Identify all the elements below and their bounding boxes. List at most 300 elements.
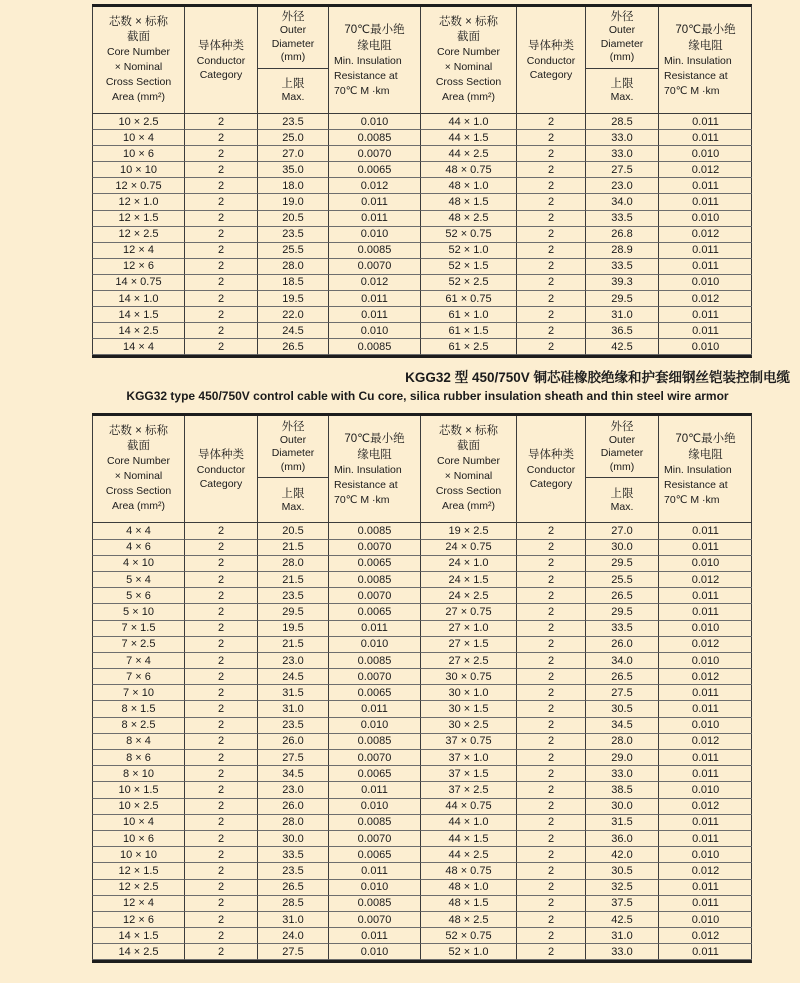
table-cell: 31.0 [585, 928, 658, 944]
header-diameter-en3: (mm) [280, 460, 306, 473]
header-diameter-en3: (mm) [609, 51, 635, 64]
table-cell: 18.0 [257, 178, 328, 194]
header-diameter-cell [257, 416, 328, 522]
table-cell: 37 × 1.5 [420, 766, 516, 782]
table-cell: 2 [184, 912, 257, 928]
table-cell: 0.0085 [328, 523, 420, 539]
table-cell: 23.5 [257, 863, 328, 879]
table-cell: 27.0 [257, 146, 328, 162]
table-cell: 4 × 4 [92, 523, 184, 539]
table-cell: 12 × 1.0 [92, 194, 184, 210]
header-diameter-en2: Diameter [271, 447, 315, 460]
table-cell: 27.0 [585, 523, 658, 539]
table-cell: 0.010 [658, 275, 752, 291]
header-diameter-en2: Diameter [271, 37, 315, 50]
table-cell: 44 × 1.0 [420, 815, 516, 831]
table-cell: 0.011 [658, 243, 752, 259]
header-core-cell [420, 7, 516, 113]
header-resistance-en3: 70℃ M ·km [334, 84, 390, 97]
table-cell: 10 × 2.5 [92, 799, 184, 815]
header-diameter-zh: 外径 [281, 420, 305, 433]
table-cell: 2 [516, 621, 585, 637]
table-cell: 2 [516, 718, 585, 734]
table-cell: 10 × 4 [92, 130, 184, 146]
table-cell: 48 × 2.5 [420, 912, 516, 928]
table-cell: 23.5 [257, 227, 328, 243]
header-core-en2: × Nominal [444, 61, 493, 73]
table-cell: 2 [184, 178, 257, 194]
table-cell: 2 [516, 944, 585, 960]
table-cell: 2 [516, 540, 585, 556]
header-diameter-cell [585, 416, 658, 522]
table-cell: 61 × 1.0 [420, 307, 516, 323]
header-conductor-en1: Conductor [196, 54, 246, 67]
table-cell: 2 [184, 194, 257, 210]
table-cell: 19.0 [257, 194, 328, 210]
table-cell: 2 [516, 896, 585, 912]
header-diameter-en3: (mm) [280, 51, 306, 64]
table-cell: 0.011 [328, 211, 420, 227]
header-diameter-en1: Outer [279, 24, 307, 37]
table-cell: 2 [516, 928, 585, 944]
header-core-en2: × Nominal [444, 470, 493, 483]
header-conductor-en2: Category [199, 69, 243, 81]
header-core-en1: Core Number [106, 46, 171, 58]
header-diameter-limit [586, 478, 658, 522]
table-cell: 2 [184, 621, 257, 637]
table-cell: 8 × 10 [92, 766, 184, 782]
bottom-table-wrap [92, 413, 752, 963]
table-cell: 2 [184, 307, 257, 323]
table-cell: 0.011 [328, 291, 420, 307]
table-cell: 10 × 10 [92, 162, 184, 178]
table-cell: 27 × 1.0 [420, 621, 516, 637]
header-diameter-en1: Outer [608, 433, 636, 446]
header-conductor-zh: 导体种类 [528, 39, 574, 52]
header-diameter-limit [586, 69, 658, 113]
table-cell: 0.0085 [328, 815, 420, 831]
table-cell: 2 [516, 211, 585, 227]
header-resistance-zh1: 70℃最小绝 [344, 23, 405, 36]
table-cell: 26.0 [257, 799, 328, 815]
table-header-row [420, 416, 752, 523]
table-cell: 2 [184, 831, 257, 847]
table-cell: 2 [184, 162, 257, 178]
table-cell: 61 × 0.75 [420, 291, 516, 307]
table-cell: 24 × 2.5 [420, 588, 516, 604]
header-diameter-en3: (mm) [609, 460, 635, 473]
table-cell: 0.010 [658, 339, 752, 355]
header-limit-en: Max. [281, 500, 305, 513]
header-core-zh1: 芯数 × 标称 [108, 16, 169, 28]
table-cell: 8 × 4 [92, 734, 184, 750]
table-cell: 0.0085 [328, 572, 420, 588]
header-conductor-zh: 导体种类 [198, 39, 244, 52]
header-resistance-zh1: 70℃最小绝 [675, 23, 736, 36]
table-cell: 2 [184, 928, 257, 944]
table-cell: 12 × 2.5 [92, 880, 184, 896]
table-cell: 2 [184, 701, 257, 717]
table-cell: 0.0065 [328, 604, 420, 620]
header-core-zh1: 芯数 × 标称 [438, 16, 499, 28]
table-cell: 28.5 [257, 896, 328, 912]
header-resistance-en2: Resistance at [664, 478, 728, 491]
table-cell: 0.011 [328, 194, 420, 210]
table-cell: 0.012 [328, 275, 420, 291]
table-cell: 7 × 1.5 [92, 621, 184, 637]
table-cell: 2 [516, 637, 585, 653]
table-cell: 2 [184, 275, 257, 291]
table-cell: 2 [516, 130, 585, 146]
table-cell: 5 × 10 [92, 604, 184, 620]
table-cell: 0.010 [328, 880, 420, 896]
document-page [0, 4, 800, 983]
header-diameter-en2: Diameter [600, 447, 644, 460]
table-cell: 2 [516, 653, 585, 669]
table-cell: 0.012 [658, 734, 752, 750]
table-cell: 26.5 [585, 588, 658, 604]
header-conductor-en2: Category [529, 478, 573, 491]
header-core-zh2: 截面 [127, 31, 150, 43]
table-cell: 8 × 6 [92, 750, 184, 766]
top-table-wrap [92, 4, 752, 358]
table-cell: 21.5 [257, 637, 328, 653]
header-resistance-cell [658, 416, 752, 522]
table-cell: 10 × 2.5 [92, 114, 184, 130]
table-cell: 19.5 [257, 621, 328, 637]
table-cell: 2 [516, 146, 585, 162]
table-cell: 2 [184, 880, 257, 896]
header-core-en2: × Nominal [114, 61, 163, 73]
table-cell: 0.010 [328, 637, 420, 653]
table-cell: 2 [516, 685, 585, 701]
table-cell: 30.0 [585, 540, 658, 556]
table-cell: 24.5 [257, 323, 328, 339]
table-cell: 2 [516, 339, 585, 355]
table-cell: 0.011 [658, 896, 752, 912]
table-cell: 0.012 [658, 928, 752, 944]
table-cell: 2 [184, 114, 257, 130]
table-cell: 0.0085 [328, 896, 420, 912]
table-cell: 12 × 0.75 [92, 178, 184, 194]
table-cell: 37 × 1.0 [420, 750, 516, 766]
table-cell: 22.0 [257, 307, 328, 323]
header-limit-zh: 上限 [281, 78, 305, 91]
table-cell: 32.5 [585, 880, 658, 896]
table-cell: 2 [516, 847, 585, 863]
table-cell: 2 [516, 243, 585, 259]
table-cell: 48 × 0.75 [420, 162, 516, 178]
table-cell: 25.5 [585, 572, 658, 588]
header-resistance-en1: Min. Insulation [664, 463, 732, 476]
table-cell: 24 × 1.0 [420, 556, 516, 572]
table-cell: 0.012 [658, 227, 752, 243]
table-cell: 0.0065 [328, 556, 420, 572]
table-cell: 19.5 [257, 291, 328, 307]
header-diameter-limit [258, 69, 328, 113]
table-cell: 44 × 2.5 [420, 847, 516, 863]
table-cell: 0.0065 [328, 847, 420, 863]
header-core-zh2: 截面 [457, 31, 480, 43]
header-core-en1: Core Number [436, 455, 501, 468]
table-cell: 0.011 [328, 863, 420, 879]
table-cell: 0.010 [328, 944, 420, 960]
table-cell: 0.0085 [328, 339, 420, 355]
table-cell: 52 × 1.0 [420, 243, 516, 259]
header-resistance-en2: Resistance at [334, 478, 398, 491]
table-cell: 2 [184, 323, 257, 339]
header-limit-en: Max. [610, 500, 634, 513]
header-conductor-cell [184, 7, 257, 113]
table-cell: 2 [184, 718, 257, 734]
table-cell: 2 [516, 323, 585, 339]
table-cell: 2 [516, 307, 585, 323]
table-cell: 24.5 [257, 669, 328, 685]
table-cell: 0.011 [658, 114, 752, 130]
table-cell: 0.0070 [328, 259, 420, 275]
header-core-en4: Area (mm²) [111, 91, 166, 103]
table-cell: 2 [516, 750, 585, 766]
table-cell: 0.011 [658, 766, 752, 782]
table-cell: 30.5 [585, 701, 658, 717]
table-cell: 0.012 [658, 291, 752, 307]
table-cell: 21.5 [257, 572, 328, 588]
table-cell: 23.5 [257, 588, 328, 604]
header-resistance-zh1: 70℃最小绝 [675, 432, 736, 445]
table-cell: 26.0 [257, 734, 328, 750]
header-limit-zh: 上限 [281, 487, 305, 500]
table-cell: 14 × 1.0 [92, 291, 184, 307]
header-core-en4: Area (mm²) [111, 500, 166, 513]
header-diameter-cell [257, 7, 328, 113]
table-cell: 19 × 2.5 [420, 523, 516, 539]
table-cell: 21.5 [257, 540, 328, 556]
table-cell: 2 [516, 572, 585, 588]
table-cell: 48 × 0.75 [420, 863, 516, 879]
table-cell: 27.5 [585, 162, 658, 178]
table-cell: 0.010 [658, 782, 752, 798]
header-core-en4: Area (mm²) [441, 500, 496, 513]
table-cell: 0.0070 [328, 750, 420, 766]
table-cell: 12 × 1.5 [92, 211, 184, 227]
table-cell: 0.010 [328, 114, 420, 130]
table-cell: 0.0070 [328, 146, 420, 162]
table-cell: 25.5 [257, 243, 328, 259]
table-cell: 52 × 2.5 [420, 275, 516, 291]
table-cell: 28.0 [257, 259, 328, 275]
table-cell: 38.5 [585, 782, 658, 798]
header-conductor-en2: Category [529, 69, 573, 81]
table-cell: 0.011 [658, 588, 752, 604]
table-cell: 61 × 1.5 [420, 323, 516, 339]
header-diameter-limit [258, 478, 328, 522]
table-cell: 2 [516, 275, 585, 291]
table-cell: 31.0 [585, 307, 658, 323]
table-cell: 27.5 [257, 944, 328, 960]
header-core-en1: Core Number [436, 46, 501, 58]
table-cell: 23.5 [257, 114, 328, 130]
header-resistance-zh2: 缘电阻 [357, 39, 392, 52]
table-cell: 0.010 [658, 146, 752, 162]
table-cell: 48 × 2.5 [420, 211, 516, 227]
table-header-row [420, 7, 752, 114]
table-cell: 0.010 [328, 323, 420, 339]
table-cell: 33.0 [585, 766, 658, 782]
section-title-block [0, 369, 800, 404]
table-cell: 0.011 [658, 130, 752, 146]
table-cell: 31.0 [257, 912, 328, 928]
table-cell: 7 × 4 [92, 653, 184, 669]
header-diameter-en1: Outer [608, 24, 636, 37]
header-diameter-top [258, 7, 328, 69]
table-cell: 29.5 [585, 556, 658, 572]
table-cell: 26.5 [257, 880, 328, 896]
table-cell: 2 [184, 734, 257, 750]
table-cell: 33.5 [257, 847, 328, 863]
header-core-en3: Cross Section [105, 76, 172, 88]
section-title-en: KGG32 type 450/750V control cable with Cu core, silica rubber insulation sheath and thin steel wire armor [126, 389, 729, 404]
table-cell: 0.011 [328, 928, 420, 944]
table-cell: 0.011 [658, 323, 752, 339]
table-cell: 2 [516, 815, 585, 831]
header-resistance-en1: Min. Insulation [664, 54, 732, 67]
table-cell: 2 [184, 750, 257, 766]
table-cell: 0.011 [658, 523, 752, 539]
table-cell: 48 × 1.5 [420, 194, 516, 210]
header-resistance-en2: Resistance at [334, 69, 398, 82]
table-cell: 26.8 [585, 227, 658, 243]
table-cell: 23.5 [257, 718, 328, 734]
table-cell: 0.0085 [328, 734, 420, 750]
table-cell: 0.0070 [328, 669, 420, 685]
table-cell: 26.5 [257, 339, 328, 355]
table-cell: 2 [516, 556, 585, 572]
table-cell: 30.0 [257, 831, 328, 847]
table-cell: 0.010 [658, 912, 752, 928]
header-core-en3: Cross Section [105, 485, 172, 498]
table-cell: 2 [516, 782, 585, 798]
table-cell: 48 × 1.0 [420, 178, 516, 194]
table-cell: 12 × 2.5 [92, 227, 184, 243]
header-core-cell [92, 416, 184, 522]
table-cell: 10 × 6 [92, 831, 184, 847]
header-limit-en: Max. [281, 91, 305, 104]
table-cell: 52 × 0.75 [420, 928, 516, 944]
table-cell: 2 [184, 669, 257, 685]
table-cell: 30 × 0.75 [420, 669, 516, 685]
table-cell: 7 × 10 [92, 685, 184, 701]
table-cell: 0.011 [658, 701, 752, 717]
table-cell: 2 [184, 766, 257, 782]
table-cell: 33.5 [585, 211, 658, 227]
header-core-cell [420, 416, 516, 522]
table-cell: 23.0 [257, 782, 328, 798]
table-cell: 2 [516, 669, 585, 685]
header-resistance-en3: 70℃ M ·km [664, 493, 720, 506]
table-cell: 2 [184, 782, 257, 798]
header-resistance-cell [328, 416, 420, 522]
header-resistance-cell [658, 7, 752, 113]
table-body [92, 114, 420, 355]
table-cell: 39.3 [585, 275, 658, 291]
header-conductor-en2: Category [199, 478, 243, 491]
header-conductor-zh: 导体种类 [198, 448, 244, 461]
table-cell: 37 × 0.75 [420, 734, 516, 750]
table-cell: 2 [184, 227, 257, 243]
table-cell: 2 [184, 211, 257, 227]
table-cell: 31.5 [585, 815, 658, 831]
table-cell: 0.010 [658, 718, 752, 734]
table-cell: 2 [184, 944, 257, 960]
header-diameter-cell [585, 7, 658, 113]
table-cell: 14 × 2.5 [92, 323, 184, 339]
table-cell: 28.0 [257, 815, 328, 831]
header-diameter-en1: Outer [279, 433, 307, 446]
table-cell: 8 × 2.5 [92, 718, 184, 734]
table-cell: 37.5 [585, 896, 658, 912]
header-resistance-zh2: 缘电阻 [688, 39, 723, 52]
table-cell: 10 × 4 [92, 815, 184, 831]
table-body [420, 114, 752, 355]
table-cell: 2 [516, 766, 585, 782]
header-core-cell [92, 7, 184, 113]
header-conductor-zh: 导体种类 [528, 448, 574, 461]
table-header-row [92, 416, 420, 523]
table-cell: 2 [184, 588, 257, 604]
table-cell: 0.012 [658, 863, 752, 879]
table-cell: 33.5 [585, 621, 658, 637]
table-cell: 36.5 [585, 323, 658, 339]
table-cell: 12 × 1.5 [92, 863, 184, 879]
table-cell: 33.5 [585, 259, 658, 275]
table-cell: 24 × 0.75 [420, 540, 516, 556]
table-cell: 14 × 1.5 [92, 307, 184, 323]
table-cell: 2 [516, 734, 585, 750]
table-cell: 18.5 [257, 275, 328, 291]
table-cell: 14 × 4 [92, 339, 184, 355]
table-cell: 30 × 1.0 [420, 685, 516, 701]
table-cell: 35.0 [257, 162, 328, 178]
table-body [92, 523, 420, 960]
table-cell: 52 × 1.0 [420, 944, 516, 960]
table-cell: 0.010 [658, 847, 752, 863]
table-cell: 4 × 10 [92, 556, 184, 572]
table-cell: 0.0065 [328, 766, 420, 782]
table-cell: 25.0 [257, 130, 328, 146]
header-resistance-zh2: 缘电阻 [688, 448, 723, 461]
table-cell: 5 × 6 [92, 588, 184, 604]
header-diameter-zh: 外径 [610, 420, 634, 433]
table-cell: 2 [516, 588, 585, 604]
table-cell: 0.011 [658, 880, 752, 896]
table-cell: 12 × 4 [92, 243, 184, 259]
table-cell: 27 × 2.5 [420, 653, 516, 669]
table-cell: 42.0 [585, 847, 658, 863]
header-resistance-en1: Min. Insulation [334, 463, 402, 476]
table-cell: 0.0085 [328, 130, 420, 146]
table-cell: 2 [184, 130, 257, 146]
table-cell: 28.9 [585, 243, 658, 259]
table-cell: 29.0 [585, 750, 658, 766]
table-cell: 2 [184, 540, 257, 556]
table-cell: 12 × 6 [92, 259, 184, 275]
table-cell: 27.5 [585, 685, 658, 701]
table-cell: 44 × 0.75 [420, 799, 516, 815]
header-conductor-cell [516, 7, 585, 113]
table-cell: 2 [516, 701, 585, 717]
table-cell: 2 [184, 863, 257, 879]
table-cell: 2 [516, 912, 585, 928]
